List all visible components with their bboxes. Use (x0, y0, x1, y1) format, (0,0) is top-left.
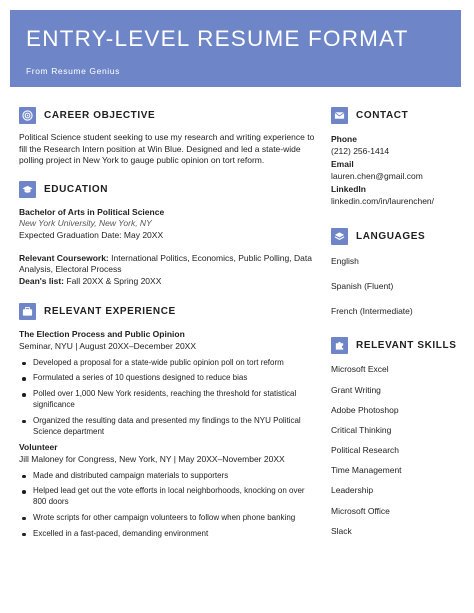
phone-label: Phone (331, 134, 357, 144)
section-header (331, 105, 459, 125)
job-entry (19, 329, 315, 437)
job-meta: Seminar, NYU | August 20XX–December 20XX (19, 340, 197, 351)
deans-list (19, 276, 315, 288)
section-title: CONTACT (356, 109, 409, 121)
deans-list-label: Dean's list: (19, 275, 65, 286)
email-value: lauren.chen@gmail.com (331, 170, 423, 181)
email-label: Email (331, 159, 354, 170)
linkedin-label: LinkedIn (331, 184, 366, 195)
section-header (19, 301, 315, 321)
job-bullets (19, 471, 315, 540)
list-item: Excelled in a fast-paced, demanding environment (19, 529, 315, 540)
layers-icon (331, 228, 348, 245)
graduation-date: Expected Graduation Date: May 20XX (19, 229, 164, 240)
section-header (331, 227, 459, 247)
objective-text: Political Science student seeking to use my research and writing experience to fill the Research Intern position at Win Blue. Designed and led a state-wide polling project in New York to gauge public opinion on tort reform. (19, 132, 315, 166)
briefcase-icon (19, 303, 36, 320)
list-item: Wrote scripts for other campaign volunteers to follow when phone banking (19, 513, 315, 524)
section-header (19, 180, 315, 200)
section-title: CAREER OBJECTIVE (44, 109, 156, 121)
skill-item: Slack (331, 525, 352, 536)
section-education (19, 180, 315, 288)
page-subtitle: From Resume Genius (26, 66, 120, 76)
section-title: RELEVANT SKILLS (356, 339, 457, 351)
list-item: Made and distributed campaign materials to supporters (19, 471, 315, 482)
job-bullets (19, 358, 315, 438)
section-relevant-skills (331, 335, 459, 537)
skill-item: Adobe Photoshop (331, 404, 399, 415)
section-header (19, 105, 315, 125)
language-item: Spanish (Fluent) (331, 280, 394, 291)
left-column (19, 105, 315, 544)
skill-item: Microsoft Office (331, 505, 390, 516)
language-item: English (331, 255, 359, 266)
skill-item: Leadership (331, 485, 374, 496)
section-relevant-experience (19, 301, 315, 539)
section-header (331, 335, 459, 355)
right-column (331, 105, 459, 537)
header-banner (10, 10, 461, 87)
school: New York University, New York, NY (19, 218, 152, 229)
job-title: The Election Process and Public Opinion (19, 329, 185, 340)
list-item: Polled over 1,000 New York residents, reaching the threshold for statistical significance (19, 389, 315, 411)
list-item: Organized the resulting data and presented my findings to the NYU Political Science department (19, 416, 315, 438)
job-meta: Jill Maloney for Congress, New York, NY | May 20XX–November 20XX (19, 453, 285, 464)
target-icon (19, 107, 36, 124)
degree: Bachelor of Arts in Political Science (19, 206, 165, 217)
skill-item: Grant Writing (331, 384, 381, 395)
list-item: Helped lead get out the vote efforts in local neighborhoods, knocking on over 800 doors (19, 486, 315, 508)
coursework-value: International Politics, Economics, Public Polling, Data Analysis, Electoral Process (19, 252, 312, 275)
section-languages (331, 227, 459, 318)
section-career-objective (19, 105, 315, 167)
skill-item: Time Management (331, 465, 402, 476)
deans-list-value: Fall 20XX & Spring 20XX (66, 275, 162, 286)
skill-item: Critical Thinking (331, 424, 392, 435)
job-entry (19, 442, 315, 539)
list-item: Formulated a series of 10 questions designed to reduce bias (19, 373, 315, 384)
language-item: French (Intermediate) (331, 305, 413, 316)
page-title: ENTRY-LEVEL RESUME FORMAT (26, 26, 409, 51)
section-title: RELEVANT EXPERIENCE (44, 305, 176, 317)
list-item: Developed a proposal for a state-wide public opinion poll on tort reform (19, 358, 315, 369)
graduation-cap-icon (19, 181, 36, 198)
section-title: EDUCATION (44, 184, 109, 196)
skill-item: Microsoft Excel (331, 364, 389, 375)
section-title: LANGUAGES (356, 231, 426, 243)
job-title: Volunteer (19, 442, 58, 453)
puzzle-icon (331, 337, 348, 354)
phone-value: (212) 256-1414 (331, 145, 390, 156)
coursework-label: Relevant Coursework: (19, 252, 109, 263)
envelope-icon (331, 107, 348, 124)
section-contact (331, 105, 459, 208)
relevant-coursework (19, 253, 315, 276)
skill-item: Political Research (331, 445, 400, 456)
linkedin-value: linkedin.com/in/laurenchen/ (331, 195, 435, 206)
